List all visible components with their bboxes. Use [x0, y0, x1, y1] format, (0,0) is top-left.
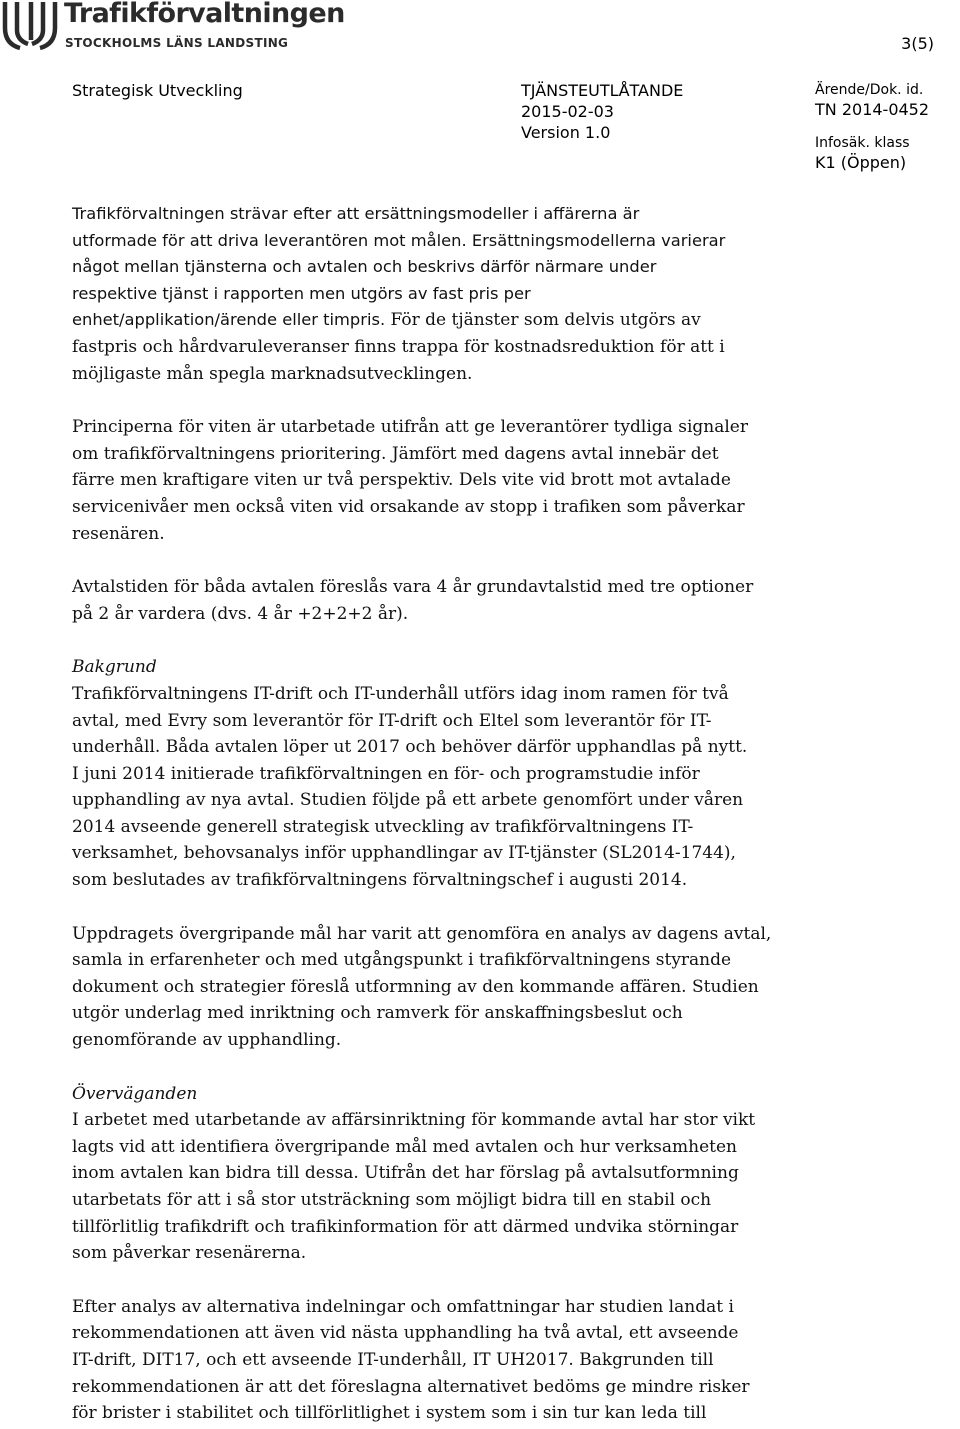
paragraph-4	[72, 681, 832, 894]
header-class-label: Infosäk. klass	[815, 135, 910, 151]
text-line: IT-drift, DIT17, och ett avseende IT-underhåll, IT UH2017. Bakgrunden till	[72, 1349, 714, 1370]
header-case-id: TN 2014-0452	[815, 100, 930, 119]
text-line: som beslutades av trafikförvaltningens förvaltningschef i augusti 2014.	[72, 870, 688, 891]
text-line: Trafikförvaltningens IT-drift och IT-underhåll utförs idag inom ramen för två	[72, 683, 729, 704]
section-heading-bakgrund: Bakgrund	[72, 657, 157, 678]
text-line: underhåll. Båda avtalen löper ut 2017 och behöver därför upphandlas på nytt.	[72, 737, 748, 758]
paragraph-5	[72, 921, 832, 1054]
text-line: utarbetats för att i så stor utsträckning som möjligt bidra till en stabil och	[72, 1190, 712, 1210]
text-line: servicenivåer men också viten vid orsakande av stopp i trafiken som påverkar	[72, 496, 745, 517]
section-heading-overvaganden: Överväganden	[72, 1083, 198, 1104]
paragraph-7	[72, 1294, 832, 1427]
header-version: Version 1.0	[521, 123, 611, 142]
text-line: utgör underlag med inriktning och ramverk för anskaffningsbeslut och	[72, 1003, 683, 1024]
logo-name: Trafikförvaltningen	[64, 0, 345, 29]
header-case-label: Ärende/Dok. id.	[815, 82, 924, 98]
text-line: genomförande av upphandling.	[72, 1030, 342, 1051]
text-line: som påverkar resenärerna.	[72, 1243, 307, 1264]
text-line: I arbetet med utarbetande av affärsinriktning för kommande avtal har stor vikt	[72, 1110, 756, 1131]
paragraph-2	[72, 414, 832, 547]
text-line: upphandling av nya avtal. Studien följde på ett arbete genomfört under våren	[72, 790, 744, 811]
text-line: 2014 avseende generell strategisk utveckling av trafikförvaltningens IT-	[72, 816, 694, 837]
text-line: för brister i stabilitet och tillförlitlighet i system som i sin tur kan leda till	[72, 1403, 707, 1424]
header-department: Strategisk Utveckling	[72, 81, 243, 100]
text-line: tillförlitlig trafikdrift och trafikinformation för att därmed undvika störningar	[72, 1216, 739, 1237]
text-line: på 2 år vardera (dvs. 4 år +2+2+2 år).	[72, 603, 409, 624]
text-line: utformade för att driva leverantören mot målen. Ersättningsmodellerna varierar	[72, 230, 726, 250]
text-line: rekommendationen är att det föreslagna alternativet bedöms ge mindre risker	[72, 1376, 750, 1397]
text-line: Efter analys av alternativa indelningar och omfattningar har studien landat i	[72, 1296, 734, 1317]
text-line: avtal, med Evry som leverantör för IT-drift och Eltel som leverantör för IT-	[72, 710, 712, 731]
paragraph-1	[72, 201, 832, 387]
logo-subtitle: STOCKHOLMS LÄNS LANDSTING	[65, 36, 289, 50]
text-line: möjligaste mån spegla marknadsutvecklingen.	[72, 363, 473, 384]
paragraph-3	[72, 574, 832, 627]
text-line: enhet/applikation/ärende eller timpris. För de tjänster som delvis utgörs av	[72, 310, 701, 331]
text-line: verksamhet, behovsanalys inför upphandlingar av IT-tjänster (SL2014-1744),	[72, 843, 736, 864]
header-doc-type: TJÄNSTEUTLÅTANDE	[521, 81, 684, 100]
text-line: Principerna för viten är utarbetade utifrån att ge leverantörer tydliga signaler	[72, 417, 748, 438]
text-line: fastpris och hårdvaruleveranser finns trappa för kostnadsreduktion för att i	[72, 336, 725, 357]
text-line: samla in erfarenheter och med utgångspunkt i trafikförvaltningens styrande	[72, 950, 732, 971]
header-date: 2015-02-03	[521, 102, 614, 121]
text-line: dokument och strategier föreslå utformning av den kommande affären. Studien	[72, 976, 759, 997]
text-line: Uppdragets övergripande mål har varit att genomföra en analys av dagens avtal,	[72, 923, 772, 944]
logo	[0, 0, 345, 56]
text-line: rekommendationen att även vid nästa upphandling ha två avtal, ett avseende	[72, 1323, 739, 1344]
paragraph-6	[72, 1107, 832, 1267]
header-class-value: K1 (Öppen)	[815, 153, 907, 172]
text-line: om trafikförvaltningens prioritering. Jämfört med dagens avtal innebär det	[72, 443, 719, 464]
text-line: resenären.	[72, 523, 165, 544]
document-body	[72, 201, 832, 1427]
text-line: Avtalstiden för båda avtalen föreslås vara 4 år grundavtalstid med tre optioner	[72, 577, 754, 598]
logo-mark-icon	[0, 0, 60, 52]
text-line: respektive tjänst i rapporten men utgörs av fast pris per	[72, 283, 531, 303]
text-line: inom avtalen kan bidra till dessa. Utifrån det har förslag på avtalsutformning	[72, 1163, 739, 1184]
text-line: färre men kraftigare viten ur två perspektiv. Dels vite vid brott mot avtalade	[72, 470, 731, 491]
text-line: Trafikförvaltningen strävar efter att ersättningsmodeller i affärerna är	[72, 204, 640, 223]
text-line: I juni 2014 initierade trafikförvaltningen en för- och programstudie inför	[72, 763, 700, 784]
text-line: lagts vid att identifiera övergripande mål med avtalen och hur verksamheten	[72, 1136, 737, 1157]
text-line: något mellan tjänsterna och avtalen och beskrivs därför närmare under	[72, 257, 657, 277]
page-number: 3(5)	[901, 34, 934, 53]
